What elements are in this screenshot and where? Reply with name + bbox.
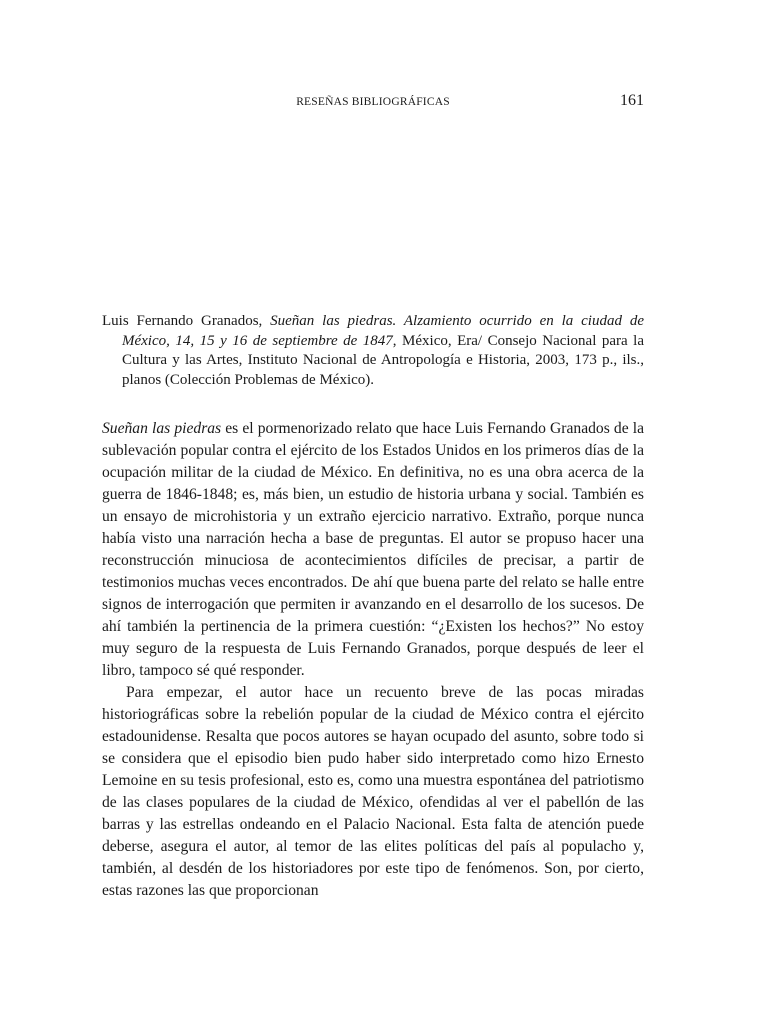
paragraph-1	[102, 418, 644, 682]
running-header	[102, 92, 644, 116]
running-title: RESEÑAS BIBLIOGRÁFICAS	[296, 96, 450, 108]
paragraph-1-book-title: Sueñan las piedras	[102, 420, 222, 437]
paragraph-2	[102, 682, 644, 902]
page-number: 161	[620, 92, 644, 109]
paragraph-2-text: Para empezar, el autor hace un recuento breve de las pocas miradas historiográficas sobre la rebelión popular de la ciudad de México contra el ejército estadounidense. Resalta que pocos autores se hayan ocupado del asunto, sobre todo si se considera que el episodio bien pudo haber sido interpretado como hizo Ernesto Lemoine en su tesis profesional, esto es, como una muestra espontánea del patriotismo de las clases populares de la ciudad de México, ofendidas al ver el pabellón de las barras y las estrellas ondeando en el Palacio Nacional. Esta falta de atención puede deberse, asegura el autor, al temor de las elites políticas del país al populacho y, también, al desdén de los historiadores por este tipo de fenómenos. Son, por cierto, estas razones las que proporcionan	[102, 684, 644, 899]
paragraph-1-text: es el pormenorizado relato que hace Luis Fernando Granados de la sublevación popular contra el ejército de los Estados Unidos en los primeros días de la ocupación militar de la ciudad de México. En definitiva, no es una obra acerca de la guerra de 1846-1848; es, más bien, un estudio de historia urbana y social. También es un ensayo de microhistoria y un extraño ejercicio narrativo. Extraño, porque nunca había visto una narración hecha a base de preguntas. El autor se propuso hacer una reconstrucción minuciosa de acontecimientos difíciles de precisar, a partir de testimonios muchas veces encontrados. De ahí que buena parte del relato se halle entre signos de interrogación que permiten ir avanzando en el desarrollo de los sucesos. De ahí también la pertinencia de la primera cuestión: “¿Existen los hechos?” No estoy muy seguro de la respuesta de Luis Fernando Granados, porque después de leer el libro, tampoco sé qué responder.	[102, 420, 644, 679]
citation-details: , México, Era/ Consejo Nacional para la Cultura y las Artes, Instituto Nacional de Antropología e Historia, 2003, 173 p., ils., planos (Colección Problemas de México).	[122, 332, 644, 388]
bibliographic-citation	[102, 312, 644, 390]
citation-book-title: Sueñan las piedras. Alzamiento ocurrido en la ciudad de México, 14, 15 y 16 de septiembre de 1847	[122, 313, 644, 349]
citation-author: Luis Fernando Granados,	[102, 313, 271, 329]
review-body	[102, 418, 644, 902]
